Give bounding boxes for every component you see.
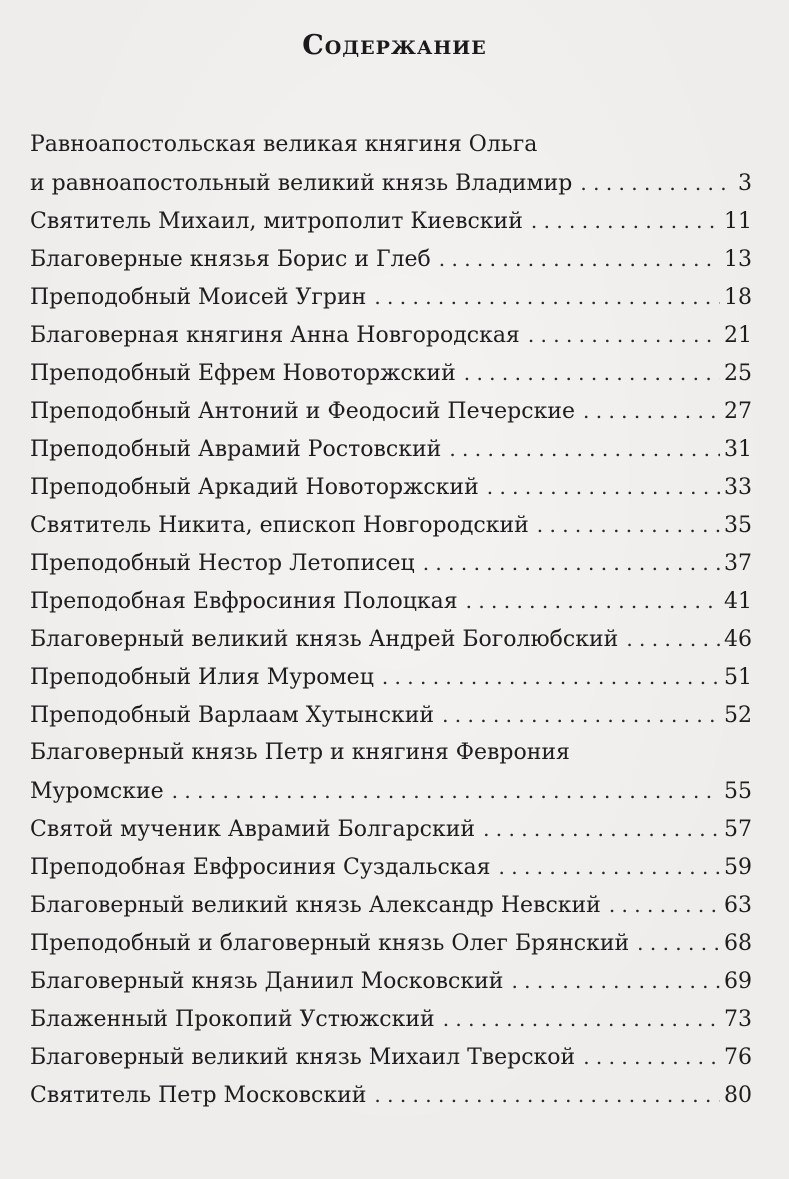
toc-entry-title: Равноапостольская великая княгиня Ольга [30, 132, 538, 157]
toc-entry-title: Благоверный великий князь Андрей Боголюбский [30, 627, 619, 652]
toc-entry-title: Преподобный Ефрем Новоторжский [30, 361, 456, 386]
toc-entry-line [30, 1076, 752, 1114]
toc-entry-line [30, 886, 752, 924]
dot-leader [464, 354, 720, 392]
toc-entry-line [30, 924, 752, 962]
toc-entry-line [30, 164, 752, 202]
toc-entry-title: Преподобный Варлаам Хутынский [30, 703, 435, 728]
toc-page-number: 52 [724, 703, 752, 728]
toc-entry-title: Благоверный князь Даниил Московский [30, 969, 504, 994]
toc-page-number: 63 [724, 893, 752, 918]
toc-entry [30, 1076, 752, 1114]
dot-leader [443, 1000, 720, 1038]
dot-leader [583, 392, 720, 430]
toc-page-number: 37 [724, 551, 752, 576]
toc-entry-title: Благоверная княгиня Анна Новгородская [30, 323, 520, 348]
toc-entry-title: Святитель Никита, епископ Новгородский [30, 513, 529, 538]
toc-page-number: 73 [724, 1007, 752, 1032]
toc-entry [30, 1000, 752, 1038]
dot-leader [626, 620, 720, 658]
toc-page-number: 46 [724, 627, 752, 652]
toc-entry-line [30, 202, 752, 240]
toc-entry-line [30, 620, 752, 658]
toc-entry-title: Преподобный Нестор Летописец [30, 551, 415, 576]
toc-page-number: 41 [724, 589, 752, 614]
toc-entry-line [30, 1038, 752, 1076]
toc-entry-line [30, 316, 752, 354]
dot-leader [374, 278, 720, 316]
page-title: Содержание [302, 30, 487, 61]
toc-entry-title: и равноапостольный великий князь Владимир [30, 171, 573, 196]
dot-leader [531, 202, 720, 240]
dot-leader [466, 582, 720, 620]
toc-entry [30, 658, 752, 696]
toc-entry [30, 544, 752, 582]
toc-entry [30, 240, 752, 278]
toc-entry-line [30, 354, 752, 392]
toc-entry [30, 848, 752, 886]
toc-entry-line [30, 278, 752, 316]
toc-entry [30, 468, 752, 506]
dot-leader [439, 240, 720, 278]
toc-entry-title: Благоверный великий князь Михаил Тверской [30, 1045, 576, 1070]
dot-leader [537, 506, 720, 544]
toc-entry-title: Преподобный и благоверный князь Олег Брянский [30, 931, 630, 956]
dot-leader [499, 848, 720, 886]
toc-page-number: 33 [724, 475, 752, 500]
toc-entry [30, 696, 752, 734]
dot-leader [609, 886, 720, 924]
toc-entry [30, 316, 752, 354]
dot-leader [487, 468, 720, 506]
toc-entry-title: Святитель Михаил, митрополит Киевский [30, 209, 523, 234]
toc-entry-title: Святитель Петр Московский [30, 1083, 367, 1108]
toc-entry-line [30, 582, 752, 620]
toc-page-number: 68 [724, 931, 752, 956]
toc-entry [30, 620, 752, 658]
toc-entry-line [30, 544, 752, 582]
toc-entry [30, 126, 752, 202]
toc-entry [30, 278, 752, 316]
toc-entry-title: Блаженный Прокопий Устюжский [30, 1007, 435, 1032]
toc-entry [30, 734, 752, 810]
toc-entry-line [30, 240, 752, 278]
toc-entry-title: Преподобный Аврамий Ростовский [30, 437, 442, 462]
toc-entry-title: Преподобная Евфросиния Суздальская [30, 855, 491, 880]
toc-entry-line [30, 126, 752, 164]
toc-entry-title: Преподобный Моисей Угрин [30, 285, 367, 310]
toc-page-number: 55 [724, 779, 752, 804]
toc-entry [30, 924, 752, 962]
toc-page-number: 21 [724, 323, 752, 348]
dot-leader [483, 810, 720, 848]
toc-entry-title: Преподобный Антоний и Феодосий Печерские [30, 399, 576, 424]
toc-entry-line [30, 430, 752, 468]
toc-entry-line [30, 810, 752, 848]
toc-page-number: 27 [724, 399, 752, 424]
table-of-contents [30, 126, 752, 1114]
toc-entry-line [30, 468, 752, 506]
dot-leader [442, 696, 720, 734]
toc-page-number: 35 [724, 513, 752, 538]
toc-entry [30, 506, 752, 544]
toc-page-number: 18 [724, 285, 752, 310]
toc-entry [30, 1038, 752, 1076]
toc-entry-line [30, 696, 752, 734]
toc-entry-title: Благоверный князь Петр и княгиня Феврония [30, 740, 570, 765]
dot-leader [583, 1038, 720, 1076]
toc-entry-line [30, 658, 752, 696]
toc-entry-line [30, 734, 752, 772]
toc-entry-title: Преподобная Евфросиния Полоцкая [30, 589, 458, 614]
dot-leader [528, 316, 720, 354]
toc-entry-title: Преподобный Аркадий Новоторжский [30, 475, 479, 500]
toc-entry [30, 202, 752, 240]
toc-entry-title: Муромские [30, 779, 164, 804]
dot-leader [449, 430, 720, 468]
toc-page-number: 76 [724, 1045, 752, 1070]
toc-page-number: 69 [724, 969, 752, 994]
toc-entry-line [30, 848, 752, 886]
dot-leader [511, 962, 720, 1000]
toc-page-number: 31 [724, 437, 752, 462]
toc-entry [30, 810, 752, 848]
toc-entry-title: Благоверные князья Борис и Глеб [30, 247, 431, 272]
toc-page-number: 13 [724, 247, 752, 272]
toc-entry-title: Преподобный Илия Муромец [30, 665, 374, 690]
toc-page-number: 25 [724, 361, 752, 386]
dot-leader [382, 658, 720, 696]
toc-entry-title: Благоверный великий князь Александр Невский [30, 893, 601, 918]
toc-entry-title: Святой мученик Аврамий Болгарский [30, 817, 476, 842]
toc-page-number: 80 [724, 1083, 752, 1108]
toc-entry [30, 430, 752, 468]
toc-page-number: 51 [724, 665, 752, 690]
toc-entry-line [30, 1000, 752, 1038]
toc-entry [30, 392, 752, 430]
dot-leader [423, 544, 720, 582]
toc-entry [30, 962, 752, 1000]
toc-entry [30, 886, 752, 924]
toc-page-number: 57 [724, 817, 752, 842]
dot-leader [374, 1076, 720, 1114]
toc-entry-line [30, 962, 752, 1000]
toc-entry [30, 354, 752, 392]
toc-entry-line [30, 506, 752, 544]
dot-leader [637, 924, 720, 962]
dot-leader [580, 164, 734, 202]
toc-entry [30, 582, 752, 620]
toc-page-number: 59 [724, 855, 752, 880]
toc-page-number: 3 [738, 171, 752, 196]
toc-entry-line [30, 772, 752, 810]
toc-page-number: 11 [724, 209, 752, 234]
dot-leader [172, 772, 720, 810]
toc-entry-line [30, 392, 752, 430]
